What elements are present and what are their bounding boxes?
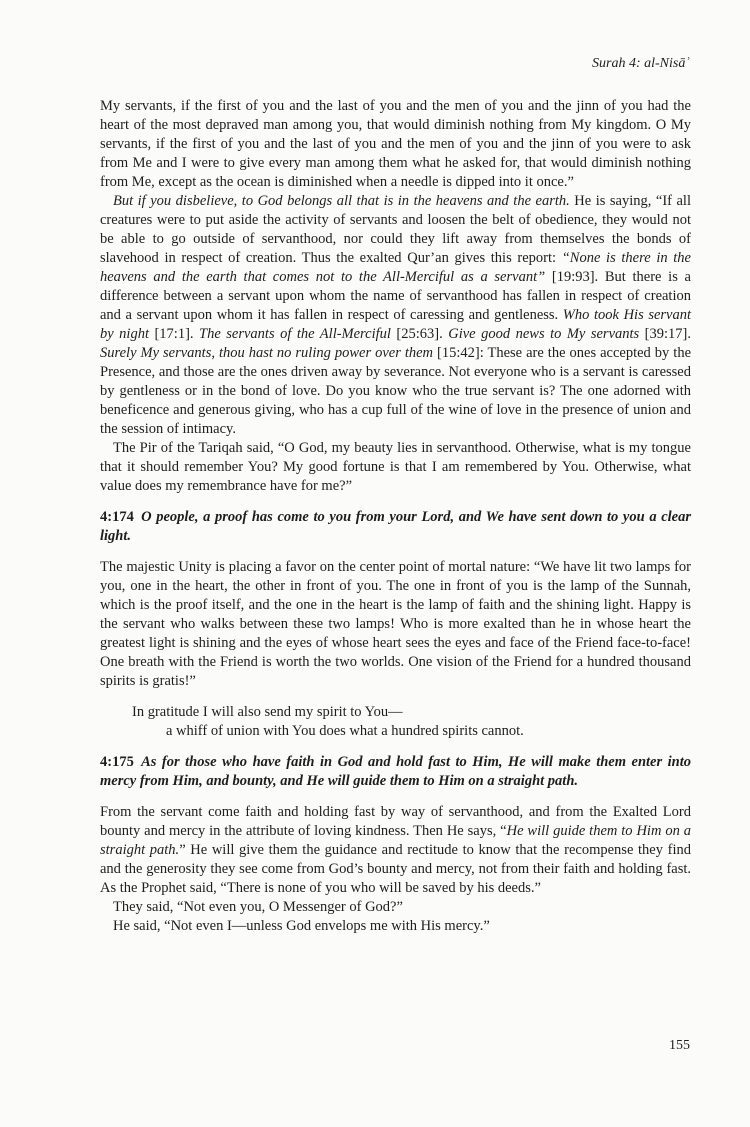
verse-couplet bbox=[100, 703, 691, 741]
text-run-roman: They said, “Not even you, O Messenger of God?” bbox=[113, 899, 403, 915]
text-run-roman: The Pir of the Tariqah said, “O God, my beauty lies in servanthood. Otherwise, what is my tongue that it should remember You? My good fortune is that I am remembered by You. Otherwise, what value does my remembrance have for me?” bbox=[100, 440, 691, 494]
page-body bbox=[100, 97, 691, 936]
text-run-roman: [39:17]. bbox=[639, 326, 691, 342]
text-run-roman: [17:1]. bbox=[148, 326, 200, 342]
couplet-line: In gratitude I will also send my spirit to You— bbox=[132, 704, 403, 720]
verse-heading-4-174 bbox=[100, 508, 691, 546]
text-run-roman: [25:63]. bbox=[390, 326, 449, 342]
text-run-roman: He is saying, “If all creatures were to put aside the activity of servants and loosen the belt of obedience, they would not be able to go outside of servanthood, nor could they lift away from themselves the bonds of slavehood in respect of creation. Thus the exalted Qur’an gives this report: bbox=[100, 193, 691, 266]
body-paragraph-pir-saying bbox=[100, 439, 691, 496]
body-paragraph-he-said bbox=[100, 917, 691, 936]
running-header-title: Surah 4: al-Nisāʾ bbox=[592, 56, 690, 71]
body-paragraph-two-lamps bbox=[100, 558, 691, 691]
text-run-bold-italic: As for those who have faith in God and hold fast to Him, He will make them enter into mercy from Him, and bounty, and He will guide them to Him on a straight path. bbox=[100, 754, 691, 789]
text-run-italic: Who took His servant by night bbox=[100, 307, 692, 342]
verse-heading-4-175 bbox=[100, 753, 691, 791]
body-paragraph-they-said bbox=[100, 898, 691, 917]
text-run-italic: “None is there in the heavens and the earth that comes not to the All-Merciful as a servant” bbox=[100, 250, 691, 285]
body-paragraph-quote-continuation bbox=[100, 97, 691, 192]
text-run-roman: He said, “Not even I—unless God envelops me with His mercy.” bbox=[113, 918, 490, 934]
text-run-roman: My servants, if the first of you and the last of you and the men of you and the jinn of you had the heart of the most depraved man among you, that would diminish nothing from My kingdom. O My servants, if the first of you and the last of you and the men of you and the jinn of you were to ask from Me and I were to give every man among them what he asked for, that would diminish nothing from Me, except as the ocean is diminished when a needle is dipped into it once.” bbox=[100, 98, 691, 190]
text-run-roman: [15:42]: These are the ones accepted by the Presence, and those are the ones driven away by severance. Not everyone who is a servant is caressed by gentleness or in the bond of love. Do you know who the true servant is? The one adorned with beneficence and generous giving, who has a cup full of the wine of love in the presence of union and the session of intimacy. bbox=[100, 345, 691, 437]
body-paragraph-faith-and-bounty bbox=[100, 803, 691, 898]
text-run-italic: Surely My servants, thou hast no ruling power over them bbox=[100, 345, 434, 361]
page-number: 155 bbox=[669, 1038, 690, 1053]
text-run-bold: 4:174 bbox=[100, 509, 142, 525]
text-run-roman: From the servant come faith and holding fast by way of servanthood, and from the Exalted Lord bounty and mercy in the attribute of loving kindness. Then He says, “ bbox=[100, 804, 691, 839]
couplet-line: a whiff of union with You does what a hundred spirits cannot. bbox=[166, 723, 524, 739]
body-paragraph-commentary bbox=[100, 192, 691, 439]
running-header bbox=[100, 55, 690, 72]
text-run-italic: Give good news to My servants bbox=[448, 326, 640, 342]
text-run-roman: The majestic Unity is placing a favor on the center point of mortal nature: “We have lit two lamps for you, one in the heart, the other in front of you. The one in front of you is the lamp of the Sunnah, which is the proof itself, and the one in the heart is the lamp of faith and the shining light. Happy is the servant who walks between these two lamps! Who is more exalted than he in whose heart the greatest light is shining and the eyes of whose heart sees the eyes and face of the Friend face-to-face! One breath with the Friend is worth the two worlds. One vision of the Friend for a hundred thousand spirits is gratis!” bbox=[100, 559, 691, 689]
text-run-bold-italic: O people, a proof has come to you from your Lord, and We have sent down to you a clear light. bbox=[100, 509, 691, 544]
text-run-italic: The servants of the All-Merciful bbox=[199, 326, 391, 342]
text-run-italic: He will guide them to Him on a straight path. bbox=[100, 823, 691, 858]
text-run-roman: [19:93]. But there is a difference between a servant upon whom the name of servanthood has fallen in respect of creation and a servant upon whom it has fallen in respect of caressing and gentleness. bbox=[100, 269, 691, 323]
text-run-roman: ” He will give them the guidance and rectitude to know that the recompense they find and the generosity they see come from God’s bounty and mercy, not from their faith and holding fast. As the Prophet said, “There is none of you who will be saved by his deeds.” bbox=[100, 842, 692, 896]
text-run-italic: But if you disbelieve, to God belongs all that is in the heavens and the earth. bbox=[113, 193, 570, 209]
text-run-bold: 4:175 bbox=[100, 754, 142, 770]
